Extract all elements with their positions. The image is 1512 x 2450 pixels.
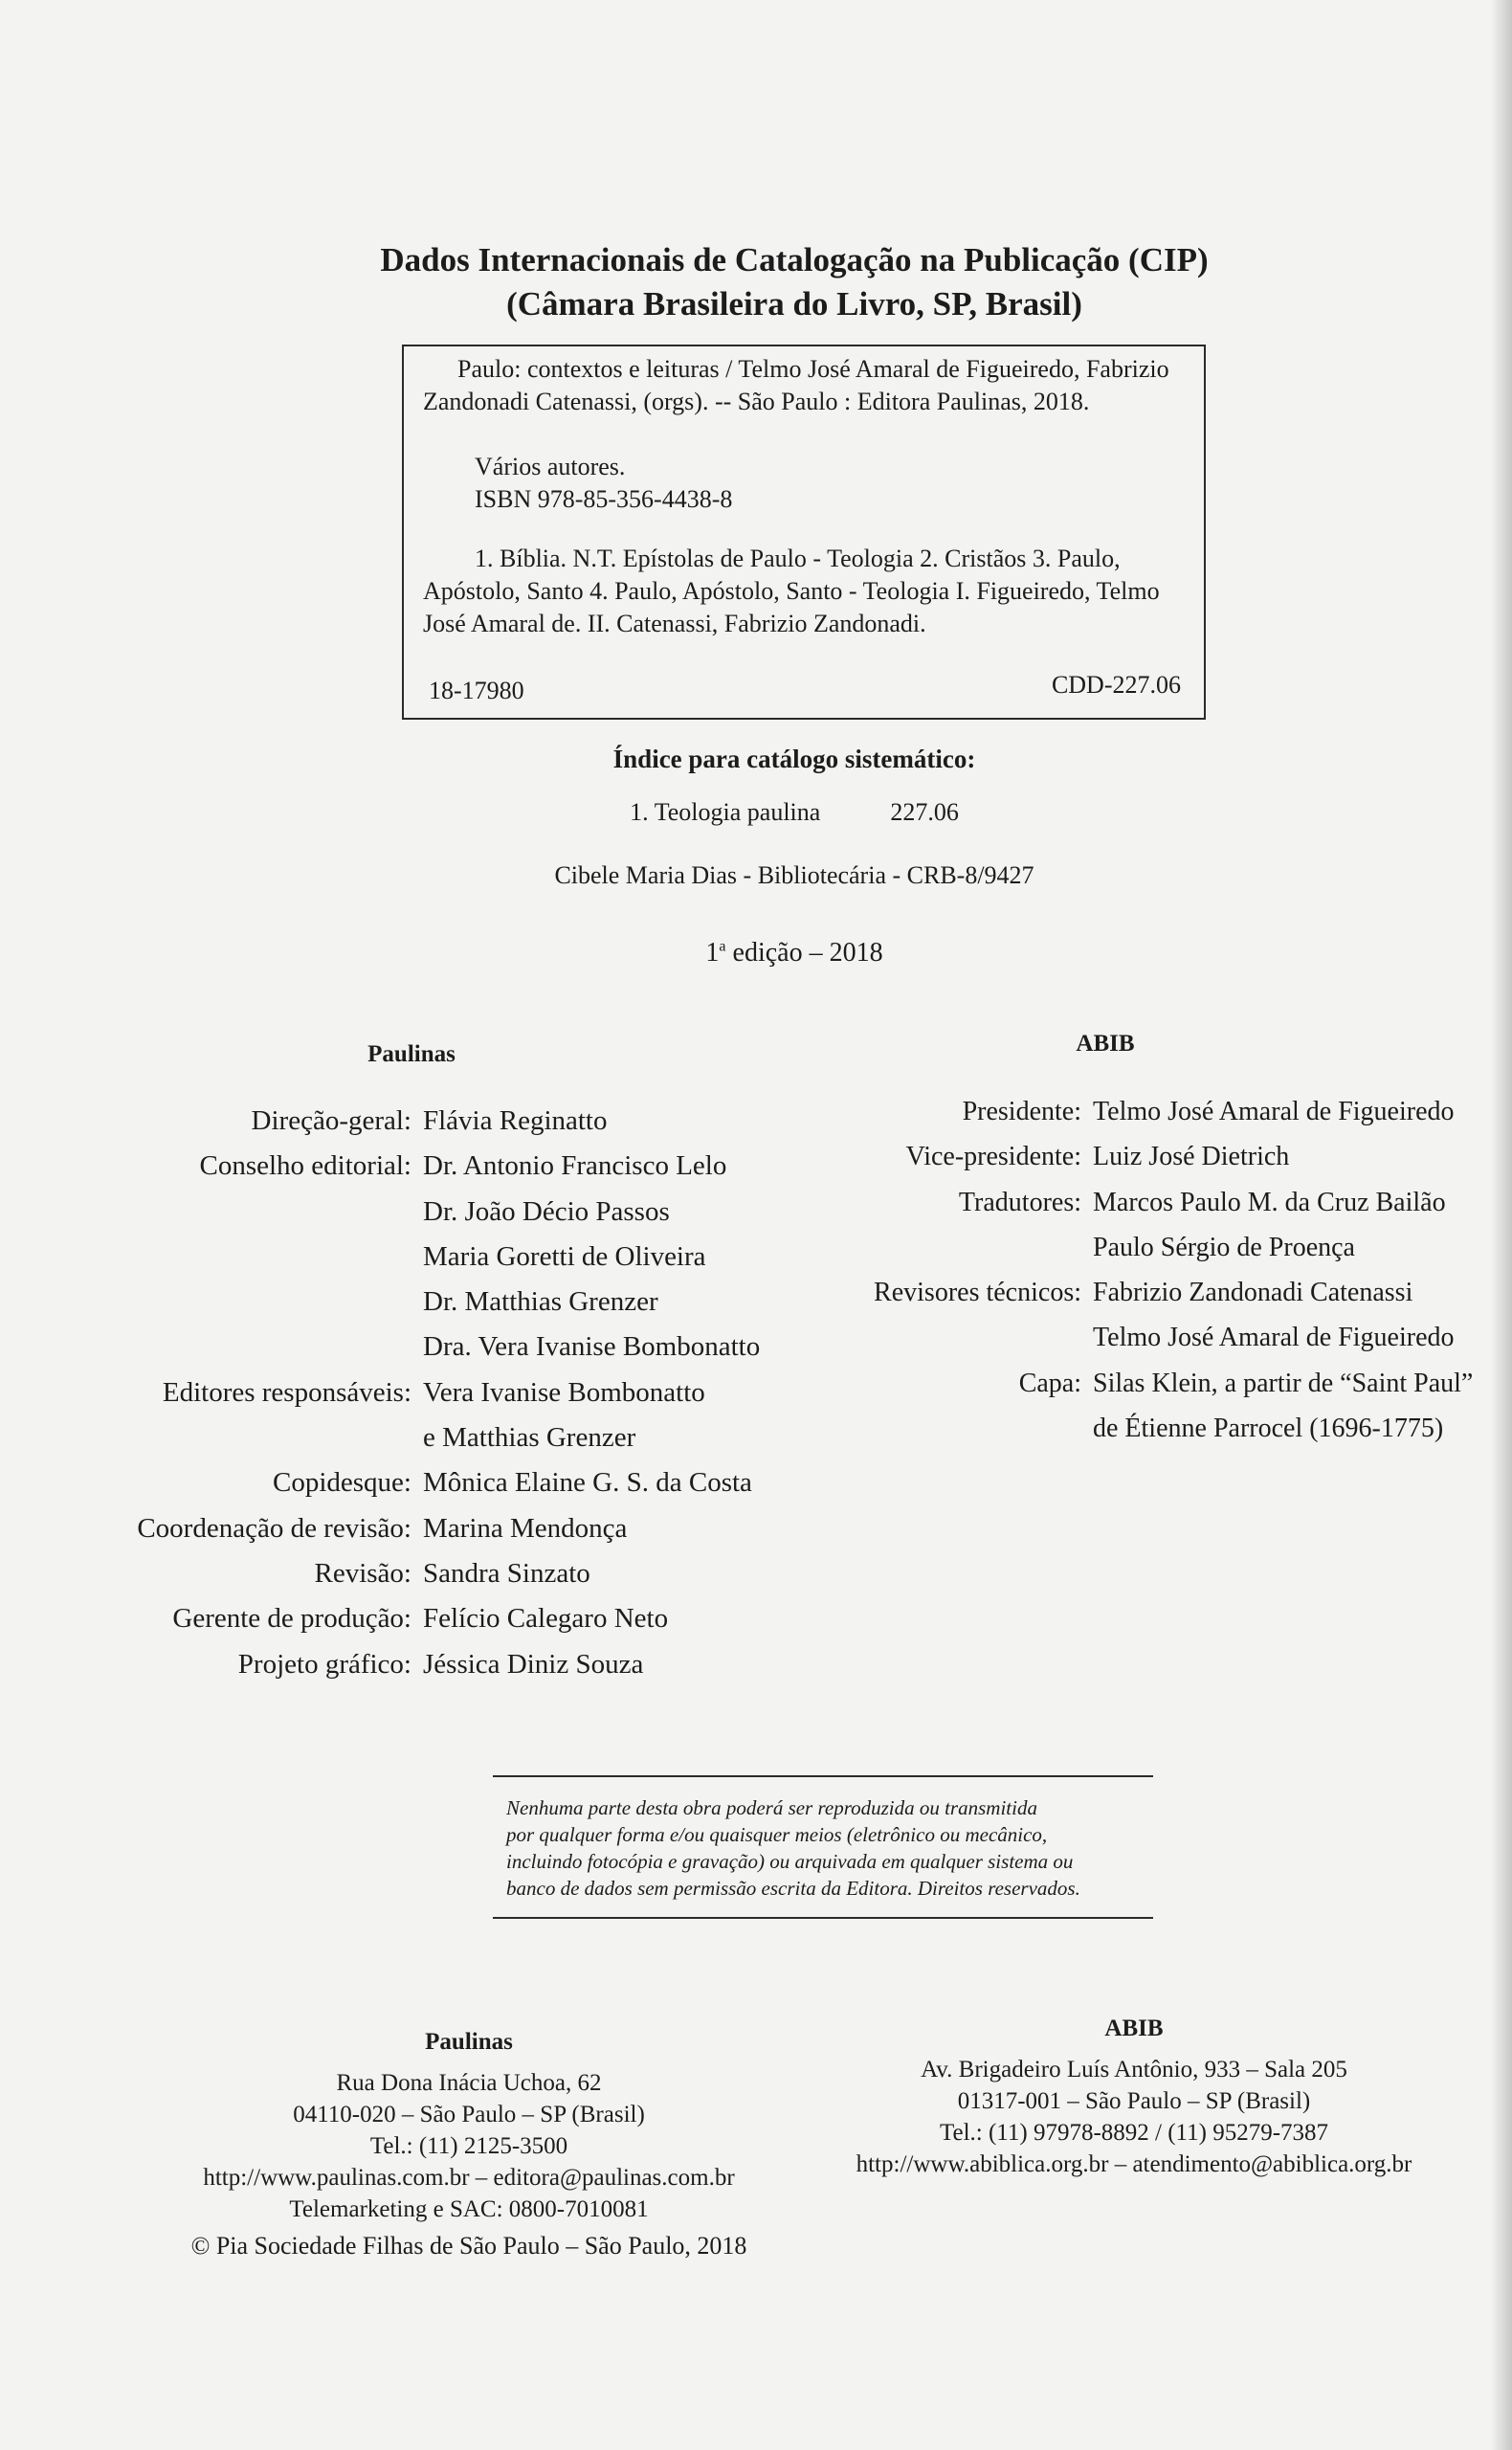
credit-label	[38, 1280, 411, 1325]
web-email-line: http://www.paulinas.com.br – editora@paulinas.com.br	[203, 2165, 735, 2191]
cip-note: Vários autores.	[475, 453, 626, 480]
edition-line	[364, 938, 1225, 969]
credit-label	[38, 1190, 411, 1235]
credit-label	[38, 1235, 411, 1280]
rights-notice	[493, 1775, 1153, 1919]
address-line: Av. Brigadeiro Luís Antônio, 933 – Sala 205	[921, 2057, 1347, 2082]
credit-label	[38, 1325, 411, 1370]
rights-notice-line: banco de dados sem permissão escrita da Editora. Direitos reservados.	[506, 1877, 1080, 1900]
cip-subject-line: 1. Bíblia. N.T. Epístolas de Paulo - Teologia 2. Cristãos 3. Paulo,	[475, 545, 1121, 572]
cip-isbn: ISBN 978-85-356-4438-8	[475, 485, 733, 513]
credit-row	[38, 1280, 760, 1325]
credit-label	[38, 1415, 411, 1460]
credit-label: Editores responsáveis:	[162, 1376, 411, 1408]
credit-row	[794, 1315, 1473, 1360]
credit-label: Direção-geral:	[251, 1105, 411, 1136]
credit-value: Dr. Matthias Grenzer	[423, 1286, 658, 1318]
edition-text: edição – 2018	[725, 938, 883, 968]
cip-subject-line: José Amaral de. II. Catenassi, Fabrizio Zandonadi.	[423, 610, 926, 637]
index-item-code: 227.06	[890, 798, 959, 826]
cip-subtitle: (Câmara Brasileira do Livro, SP, Brasil)	[506, 285, 1082, 323]
credit-value: Paulo Sérgio de Proença	[1093, 1232, 1355, 1262]
page-edge-shadow	[1491, 0, 1512, 2450]
credit-label: Coordenação de revisão:	[137, 1512, 411, 1544]
credit-row	[794, 1270, 1473, 1315]
credit-value: Mônica Elaine G. S. da Costa	[423, 1467, 752, 1499]
credit-row	[794, 1406, 1473, 1451]
credit-value: Maria Goretti de Oliveira	[423, 1240, 706, 1272]
credit-row	[38, 1596, 760, 1641]
librarian-credit: Cibele Maria Dias - Bibliotecária - CRB-8/9427	[554, 861, 1034, 889]
cip-subject-line: Apóstolo, Santo 4. Paulo, Apóstolo, Santo - Teologia I. Figueiredo, Telmo	[423, 577, 1160, 605]
paulinas-credits-heading: Paulinas	[367, 1041, 456, 1067]
web-email-line: http://www.abiblica.org.br – atendimento@abiblica.org.br	[856, 2151, 1412, 2177]
credit-value: Jéssica Diniz Souza	[423, 1648, 644, 1680]
credit-label	[794, 1225, 1081, 1270]
credit-label: Revisores técnicos:	[874, 1278, 1081, 1308]
credit-row	[794, 1225, 1473, 1270]
credit-value: de Étienne Parrocel (1696-1775)	[1093, 1414, 1444, 1444]
credit-row	[38, 1325, 760, 1370]
credit-label: Capa:	[1018, 1368, 1081, 1398]
cip-cdd: CDD-227.06	[1051, 671, 1181, 699]
credit-label	[794, 1406, 1081, 1451]
credit-value: Flávia Reginatto	[423, 1105, 608, 1136]
credit-row	[38, 1415, 760, 1460]
credit-label: Projeto gráfico:	[237, 1648, 411, 1680]
credit-value: Telmo José Amaral de Figueiredo	[1093, 1323, 1455, 1353]
edition-ordinal: a	[719, 938, 726, 955]
credit-label: Tradutores:	[958, 1187, 1081, 1217]
phone-line: Tel.: (11) 2125-3500	[369, 2133, 568, 2159]
cip-title: Dados Internacionais de Catalogação na Publicação (CIP)	[380, 241, 1209, 278]
credit-row	[38, 1190, 760, 1235]
credit-label: Gerente de produção:	[172, 1603, 411, 1635]
address-line: 01317-001 – São Paulo – SP (Brasil)	[957, 2088, 1311, 2114]
index-item-label: 1. Teologia paulina	[630, 798, 821, 826]
credit-value: Vera Ivanise Bombonatto	[423, 1376, 705, 1408]
credit-row	[38, 1099, 760, 1144]
rights-notice-line: Nenhuma parte desta obra poderá ser reproduzida ou transmitida	[506, 1796, 1037, 1819]
paulinas-address-block	[144, 2026, 794, 2225]
credit-label: Revisão:	[314, 1557, 411, 1589]
credit-label: Copidesque:	[273, 1467, 411, 1499]
credit-row	[38, 1235, 760, 1280]
index-heading: Índice para catálogo sistemático:	[612, 745, 976, 773]
credit-row	[38, 1370, 760, 1415]
copyright-line: © Pia Sociedade Filhas de São Paulo – São Paulo, 2018	[190, 2232, 747, 2260]
credit-row	[38, 1551, 760, 1596]
abib-address-block	[809, 2013, 1459, 2180]
phone-line: Tel.: (11) 97978-8892 / (11) 95279-7387	[939, 2120, 1329, 2146]
credit-value: Marcos Paulo M. da Cruz Bailão	[1093, 1187, 1446, 1217]
cip-entry-line: Paulo: contextos e leituras / Telmo José Amaral de Figueiredo, Fabrizio	[457, 355, 1169, 383]
cip-catalog-card	[402, 345, 1206, 720]
cip-entry-line: Zandonadi Catenassi, (orgs). -- São Paulo : Editora Paulinas, 2018.	[423, 388, 1090, 415]
rights-notice-line: por qualquer forma e/ou quaisquer meios (eletrônico ou mecânico,	[506, 1823, 1048, 1846]
credit-value: Fabrizio Zandonadi Catenassi	[1093, 1278, 1413, 1308]
credit-row	[38, 1642, 760, 1687]
cip-control-number: 18-17980	[429, 677, 524, 704]
credit-value: Dra. Vera Ivanise Bombonatto	[423, 1331, 761, 1363]
sac-line: Telemarketing e SAC: 0800-7010081	[289, 2196, 649, 2222]
credit-label: Conselho editorial:	[199, 1150, 411, 1182]
credit-value: Marina Mendonça	[423, 1512, 628, 1544]
address-line: Rua Dona Inácia Uchoa, 62	[336, 2070, 602, 2096]
credit-row	[38, 1144, 760, 1189]
index-item	[364, 798, 1225, 827]
credit-label: Vice-presidente:	[905, 1142, 1081, 1172]
credit-value: e Matthias Grenzer	[423, 1422, 636, 1454]
credit-label	[794, 1315, 1081, 1360]
credit-value: Felício Calegaro Neto	[423, 1603, 669, 1635]
credit-value: Sandra Sinzato	[423, 1557, 590, 1589]
edition-number: 1	[705, 938, 720, 968]
credit-value: Telmo José Amaral de Figueiredo	[1093, 1097, 1455, 1126]
abib-credits-heading: ABIB	[1076, 1031, 1135, 1057]
address-line: 04110-020 – São Paulo – SP (Brasil)	[293, 2102, 645, 2127]
credit-value: Luiz José Dietrich	[1093, 1142, 1290, 1172]
abib-credits-list	[794, 1089, 1473, 1451]
abib-address-heading: ABIB	[1104, 2016, 1164, 2041]
credit-value: Dr. João Décio Passos	[423, 1195, 670, 1227]
credit-row	[794, 1134, 1473, 1179]
credit-row	[794, 1361, 1473, 1406]
credit-row	[794, 1180, 1473, 1225]
credit-row	[794, 1089, 1473, 1134]
credit-row	[38, 1460, 760, 1505]
rights-notice-line: incluindo fotocópia e gravação) ou arquivada em qualquer sistema ou	[506, 1850, 1074, 1873]
credit-value: Silas Klein, a partir de “Saint Paul”	[1093, 1368, 1474, 1398]
paulinas-address-heading: Paulinas	[425, 2029, 513, 2055]
credit-value: Dr. Antonio Francisco Lelo	[423, 1150, 727, 1182]
credit-label: Presidente:	[962, 1097, 1081, 1126]
credit-row	[38, 1506, 760, 1551]
paulinas-credits-list	[38, 1099, 760, 1687]
